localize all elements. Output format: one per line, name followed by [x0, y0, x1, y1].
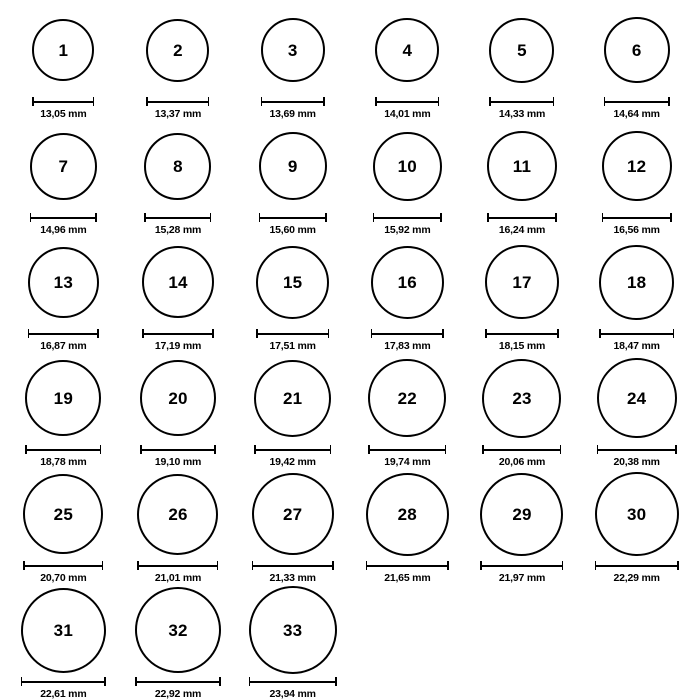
- measure-line: [480, 565, 563, 567]
- measure-bar: [602, 213, 672, 221]
- measure-line: [489, 101, 554, 103]
- ring-number: 24: [627, 388, 647, 408]
- ring-size-cell: [235, 4, 350, 120]
- ring-circle-wrap: [261, 4, 325, 96]
- measure-line: [256, 333, 329, 335]
- ring-size-cell: [235, 236, 350, 352]
- ring-number: 15: [283, 272, 303, 292]
- ring-number: 12: [627, 156, 647, 176]
- measure-cap-left: [597, 445, 599, 454]
- ring-number: 19: [53, 388, 73, 408]
- ring-circle-wrap: [604, 4, 670, 96]
- measure-cap-left: [146, 97, 148, 106]
- ring-circle: [602, 131, 672, 201]
- measure-cap-right: [442, 329, 444, 338]
- ring-number: 29: [512, 504, 532, 524]
- measure-bar: [375, 97, 439, 105]
- measure-bar: [21, 677, 106, 685]
- ring-size-cell: [121, 352, 236, 468]
- ring-size-cell: [121, 4, 236, 120]
- measure-cap-right: [555, 213, 557, 222]
- ring-size-cell: [6, 4, 121, 120]
- measure-cap-left: [249, 677, 251, 686]
- ring-size-cell: [465, 4, 580, 120]
- measure-cap-left: [595, 561, 597, 570]
- measure-cap-right: [445, 445, 447, 454]
- ring-circle: [28, 247, 99, 318]
- ring-number: 31: [53, 620, 73, 640]
- measure-line: [373, 217, 442, 219]
- measure-line: [252, 565, 334, 567]
- measure-cap-left: [252, 561, 254, 570]
- measure-line: [487, 217, 557, 219]
- ring-size-cell: [465, 468, 580, 584]
- ring-circle-wrap: [144, 120, 211, 212]
- ring-number: 16: [397, 272, 417, 292]
- ring-size-label: 21,97 mm: [498, 572, 546, 584]
- measure-bar: [23, 561, 103, 569]
- ring-number: 23: [512, 388, 532, 408]
- measure-cap-left: [28, 329, 30, 338]
- ring-number: 25: [53, 504, 73, 524]
- ring-size-label: 16,24 mm: [498, 224, 546, 236]
- measure-bar: [482, 445, 561, 453]
- ring-circle: [142, 246, 214, 318]
- ring-size-label: 17,51 mm: [269, 340, 316, 352]
- ring-circle-wrap: [21, 584, 106, 676]
- ring-size-cell: [235, 584, 350, 700]
- measure-bar: [373, 213, 442, 221]
- ring-circle: [485, 245, 559, 319]
- measure-bar: [249, 677, 337, 685]
- ring-circle: [137, 474, 218, 555]
- ring-size-cell: [6, 236, 121, 352]
- measure-line: [485, 333, 559, 335]
- ring-circle: [487, 131, 557, 201]
- ring-circle-wrap: [480, 468, 563, 560]
- measure-bar: [144, 213, 211, 221]
- measure-line: [368, 449, 446, 451]
- measure-bar: [599, 329, 674, 337]
- ring-circle: [259, 132, 327, 200]
- ring-circle: [254, 360, 331, 437]
- ring-circle-wrap: [25, 352, 101, 444]
- ring-size-cell: [121, 584, 236, 700]
- measure-bar: [140, 445, 216, 453]
- ring-number: 5: [517, 40, 527, 60]
- measure-cap-right: [677, 561, 679, 570]
- measure-cap-left: [30, 213, 32, 222]
- measure-bar: [485, 329, 559, 337]
- ring-size-cell: [350, 468, 465, 584]
- measure-line: [23, 565, 103, 567]
- measure-cap-left: [259, 213, 261, 222]
- measure-line: [375, 101, 439, 103]
- measure-cap-left: [368, 445, 370, 454]
- measure-bar: [259, 213, 327, 221]
- ring-size-label: 19,42 mm: [269, 456, 316, 468]
- ring-size-cell: [121, 120, 236, 236]
- measure-cap-right: [100, 445, 102, 454]
- ring-circle: [595, 472, 679, 556]
- measure-cap-right: [553, 97, 555, 106]
- ring-circle: [489, 18, 554, 83]
- ring-size-label: 14,96 mm: [40, 224, 87, 236]
- measure-line: [259, 217, 327, 219]
- measure-line: [25, 449, 101, 451]
- ring-circle-wrap: [489, 4, 554, 96]
- measure-bar: [480, 561, 563, 569]
- measure-line: [30, 217, 97, 219]
- ring-size-label: 16,56 mm: [613, 224, 660, 236]
- ring-circle: [604, 17, 670, 83]
- ring-number: 32: [168, 620, 188, 640]
- measure-bar: [366, 561, 449, 569]
- ring-size-cell: [6, 120, 121, 236]
- measure-bar: [142, 329, 214, 337]
- measure-cap-left: [140, 445, 142, 454]
- measure-bar: [146, 97, 209, 105]
- measure-line: [142, 333, 214, 335]
- ring-size-label: 20,06 mm: [498, 456, 546, 468]
- measure-cap-left: [32, 97, 34, 106]
- ring-circle-wrap: [137, 468, 218, 560]
- ring-circle: [23, 474, 103, 554]
- ring-number: 13: [53, 272, 73, 292]
- ring-number: 28: [397, 504, 417, 524]
- ring-size-cell: [235, 468, 350, 584]
- measure-line: [371, 333, 444, 335]
- ring-size-label: 23,94 mm: [269, 688, 316, 700]
- ring-size-label: 13,37 mm: [154, 108, 202, 120]
- ring-circle-wrap: [599, 236, 674, 328]
- ring-circle-wrap: [30, 120, 97, 212]
- measure-line: [249, 681, 337, 683]
- ring-size-cell: [579, 236, 694, 352]
- measure-cap-right: [219, 677, 221, 686]
- ring-size-label: 14,01 mm: [384, 108, 431, 120]
- measure-bar: [261, 97, 325, 105]
- measure-cap-left: [485, 329, 487, 338]
- measure-cap-right: [214, 445, 216, 454]
- ring-size-cell: [121, 468, 236, 584]
- measure-line: [254, 449, 331, 451]
- measure-cap-left: [366, 561, 368, 570]
- measure-line: [32, 101, 94, 103]
- measure-line: [21, 681, 106, 683]
- measure-line: [140, 449, 216, 451]
- ring-number: 33: [283, 620, 303, 640]
- measure-line: [135, 681, 221, 683]
- measure-line: [137, 565, 218, 567]
- measure-cap-left: [254, 445, 256, 454]
- measure-bar: [30, 213, 97, 221]
- measure-cap-left: [482, 445, 484, 454]
- ring-size-label: 18,47 mm: [613, 340, 660, 352]
- ring-size-label: 16,87 mm: [40, 340, 87, 352]
- measure-cap-left: [602, 213, 604, 222]
- ring-size-label: 21,33 mm: [269, 572, 316, 584]
- ring-size-cell: [579, 468, 694, 584]
- ring-circle-wrap: [597, 352, 677, 444]
- measure-bar: [368, 445, 446, 453]
- ring-circle: [368, 359, 446, 437]
- ring-circle-wrap: [371, 236, 444, 328]
- ring-circle-wrap: [375, 4, 439, 96]
- ring-size-cell: [350, 120, 465, 236]
- ring-size-label: 14,33 mm: [498, 108, 546, 120]
- ring-size-label: 21,65 mm: [384, 572, 431, 584]
- measure-cap-right: [328, 329, 330, 338]
- ring-circle: [252, 473, 334, 555]
- measure-cap-left: [373, 213, 375, 222]
- measure-bar: [28, 329, 99, 337]
- measure-cap-right: [557, 329, 559, 338]
- ring-number: 9: [287, 156, 298, 176]
- measure-cap-right: [675, 445, 677, 454]
- measure-line: [261, 101, 325, 103]
- ring-circle: [373, 132, 442, 201]
- ring-circle: [597, 358, 677, 438]
- measure-line: [597, 449, 677, 451]
- measure-cap-right: [438, 97, 440, 106]
- ring-number: 20: [168, 388, 188, 408]
- ring-number: 14: [168, 272, 188, 292]
- ring-number: 26: [168, 504, 188, 524]
- ring-number: 2: [173, 40, 183, 60]
- ring-circle-wrap: [23, 468, 103, 560]
- ring-circle-wrap: [135, 584, 221, 676]
- ring-size-cell: [235, 352, 350, 468]
- ring-number: 1: [58, 40, 69, 60]
- ring-number: 10: [397, 156, 417, 176]
- measure-cap-right: [208, 97, 210, 106]
- measure-cap-right: [95, 213, 97, 222]
- ring-circle-wrap: [487, 120, 557, 212]
- ring-size-label: 15,60 mm: [269, 224, 316, 236]
- ring-size-label: 13,69 mm: [269, 108, 316, 120]
- measure-bar: [604, 97, 670, 105]
- ring-circle-wrap: [602, 120, 672, 212]
- ring-size-cell: [350, 236, 465, 352]
- ring-circle-wrap: [485, 236, 559, 328]
- measure-line: [28, 333, 99, 335]
- measure-line: [366, 565, 449, 567]
- ring-circle: [146, 19, 209, 82]
- ring-circle: [135, 587, 221, 673]
- ring-circle: [140, 360, 216, 436]
- ring-number: 6: [631, 40, 642, 60]
- measure-bar: [595, 561, 679, 569]
- ring-circle-wrap: [146, 4, 209, 96]
- ring-circle: [375, 18, 439, 82]
- measure-line: [595, 565, 679, 567]
- ring-size-label: 20,70 mm: [40, 572, 87, 584]
- measure-line: [146, 101, 209, 103]
- ring-circle: [480, 473, 563, 556]
- measure-bar: [597, 445, 677, 453]
- measure-cap-left: [135, 677, 137, 686]
- ring-circle: [261, 18, 325, 82]
- measure-bar: [252, 561, 334, 569]
- ring-size-label: 13,05 mm: [40, 108, 87, 120]
- measure-cap-left: [144, 213, 146, 222]
- ring-circle: [599, 245, 674, 320]
- measure-line: [144, 217, 211, 219]
- ring-circle-wrap: [482, 352, 561, 444]
- ring-number: 30: [627, 504, 647, 524]
- measure-cap-left: [137, 561, 139, 570]
- measure-cap-left: [256, 329, 258, 338]
- ring-size-cell: [579, 352, 694, 468]
- ring-number: 18: [627, 272, 647, 292]
- ring-size-cell: [6, 352, 121, 468]
- measure-bar: [371, 329, 444, 337]
- ring-circle-wrap: [140, 352, 216, 444]
- ring-size-label: 17,19 mm: [154, 340, 202, 352]
- ring-size-cell: [465, 352, 580, 468]
- ring-circle: [30, 133, 97, 200]
- ring-size-label: 17,83 mm: [384, 340, 431, 352]
- measure-cap-right: [670, 213, 672, 222]
- measure-bar: [487, 213, 557, 221]
- ring-size-cell: [579, 120, 694, 236]
- measure-cap-left: [371, 329, 373, 338]
- measure-cap-right: [330, 445, 332, 454]
- ring-circle-wrap: [366, 468, 449, 560]
- measure-line: [599, 333, 674, 335]
- ring-number: 22: [397, 388, 417, 408]
- measure-cap-right: [102, 561, 104, 570]
- ring-number: 3: [287, 40, 298, 60]
- ring-size-label: 21,01 mm: [154, 572, 202, 584]
- ring-size-label: 19,10 mm: [154, 456, 202, 468]
- measure-cap-right: [93, 97, 95, 106]
- measure-cap-right: [332, 561, 334, 570]
- ring-size-label: 22,92 mm: [154, 688, 202, 700]
- measure-cap-right: [335, 677, 337, 686]
- ring-circle-wrap: [249, 584, 337, 676]
- measure-cap-right: [104, 677, 106, 686]
- measure-bar: [32, 97, 94, 105]
- measure-cap-left: [261, 97, 263, 106]
- ring-size-cell: [579, 4, 694, 120]
- measure-cap-right: [447, 561, 449, 570]
- ring-number: 17: [512, 272, 532, 292]
- ring-circle: [256, 246, 329, 319]
- measure-cap-right: [325, 213, 327, 222]
- ring-size-cell: [121, 236, 236, 352]
- measure-bar: [489, 97, 554, 105]
- measure-cap-right: [323, 97, 325, 106]
- ring-number: 7: [58, 156, 69, 176]
- measure-bar: [137, 561, 218, 569]
- measure-cap-left: [23, 561, 25, 570]
- measure-cap-right: [668, 97, 670, 106]
- ring-size-label: 22,29 mm: [613, 572, 660, 584]
- measure-cap-left: [375, 97, 377, 106]
- measure-bar: [25, 445, 101, 453]
- measure-cap-right: [562, 561, 564, 570]
- measure-cap-right: [97, 329, 99, 338]
- ring-size-label: 22,61 mm: [40, 688, 87, 700]
- ring-circle-wrap: [252, 468, 334, 560]
- ring-circle: [482, 359, 561, 438]
- measure-bar: [135, 677, 221, 685]
- ring-circle-wrap: [28, 236, 99, 328]
- ring-circle: [371, 246, 444, 319]
- ring-size-cell: [350, 352, 465, 468]
- measure-cap-left: [487, 213, 489, 222]
- ring-size-cell: [6, 584, 121, 700]
- ring-circle-wrap: [142, 236, 214, 328]
- ring-circle: [249, 586, 337, 674]
- ring-number: 21: [283, 388, 303, 408]
- ring-size-label: 18,78 mm: [40, 456, 87, 468]
- ring-size-cell: [235, 120, 350, 236]
- measure-cap-right: [210, 213, 212, 222]
- measure-cap-left: [21, 677, 23, 686]
- ring-size-cell: [465, 120, 580, 236]
- ring-circle-wrap: [368, 352, 446, 444]
- ring-size-label: 19,74 mm: [384, 456, 431, 468]
- ring-circle-wrap: [32, 4, 94, 96]
- ring-size-cell: [350, 4, 465, 120]
- measure-cap-right: [217, 561, 219, 570]
- measure-cap-right: [560, 445, 562, 454]
- ring-circle: [25, 360, 101, 436]
- ring-number: 27: [283, 504, 303, 524]
- measure-line: [604, 101, 670, 103]
- ring-size-label: 20,38 mm: [613, 456, 660, 468]
- measure-line: [602, 217, 672, 219]
- measure-cap-right: [673, 329, 675, 338]
- ring-circle: [144, 133, 211, 200]
- ring-size-label: 15,28 mm: [154, 224, 202, 236]
- ring-size-cell: [465, 236, 580, 352]
- measure-bar: [254, 445, 331, 453]
- ring-circle-wrap: [595, 468, 679, 560]
- ring-number: 4: [402, 40, 413, 60]
- measure-cap-right: [440, 213, 442, 222]
- ring-circle-wrap: [256, 236, 329, 328]
- measure-bar: [256, 329, 329, 337]
- ring-circle-wrap: [254, 352, 331, 444]
- measure-cap-left: [604, 97, 606, 106]
- ring-circle: [21, 588, 106, 673]
- measure-cap-left: [25, 445, 27, 454]
- ring-circle-wrap: [373, 120, 442, 212]
- ring-circle: [366, 473, 449, 556]
- ring-size-cell: [6, 468, 121, 584]
- ring-circle-wrap: [259, 120, 327, 212]
- ring-size-label: 15,92 mm: [384, 224, 431, 236]
- measure-line: [482, 449, 561, 451]
- measure-cap-left: [142, 329, 144, 338]
- ring-size-label: 14,64 mm: [613, 108, 660, 120]
- ring-number: 11: [512, 156, 532, 176]
- ring-size-label: 18,15 mm: [498, 340, 546, 352]
- measure-cap-right: [212, 329, 214, 338]
- measure-cap-left: [480, 561, 482, 570]
- ring-circle: [32, 19, 94, 81]
- measure-cap-left: [489, 97, 491, 106]
- measure-cap-left: [599, 329, 601, 338]
- ring-number: 8: [173, 156, 183, 176]
